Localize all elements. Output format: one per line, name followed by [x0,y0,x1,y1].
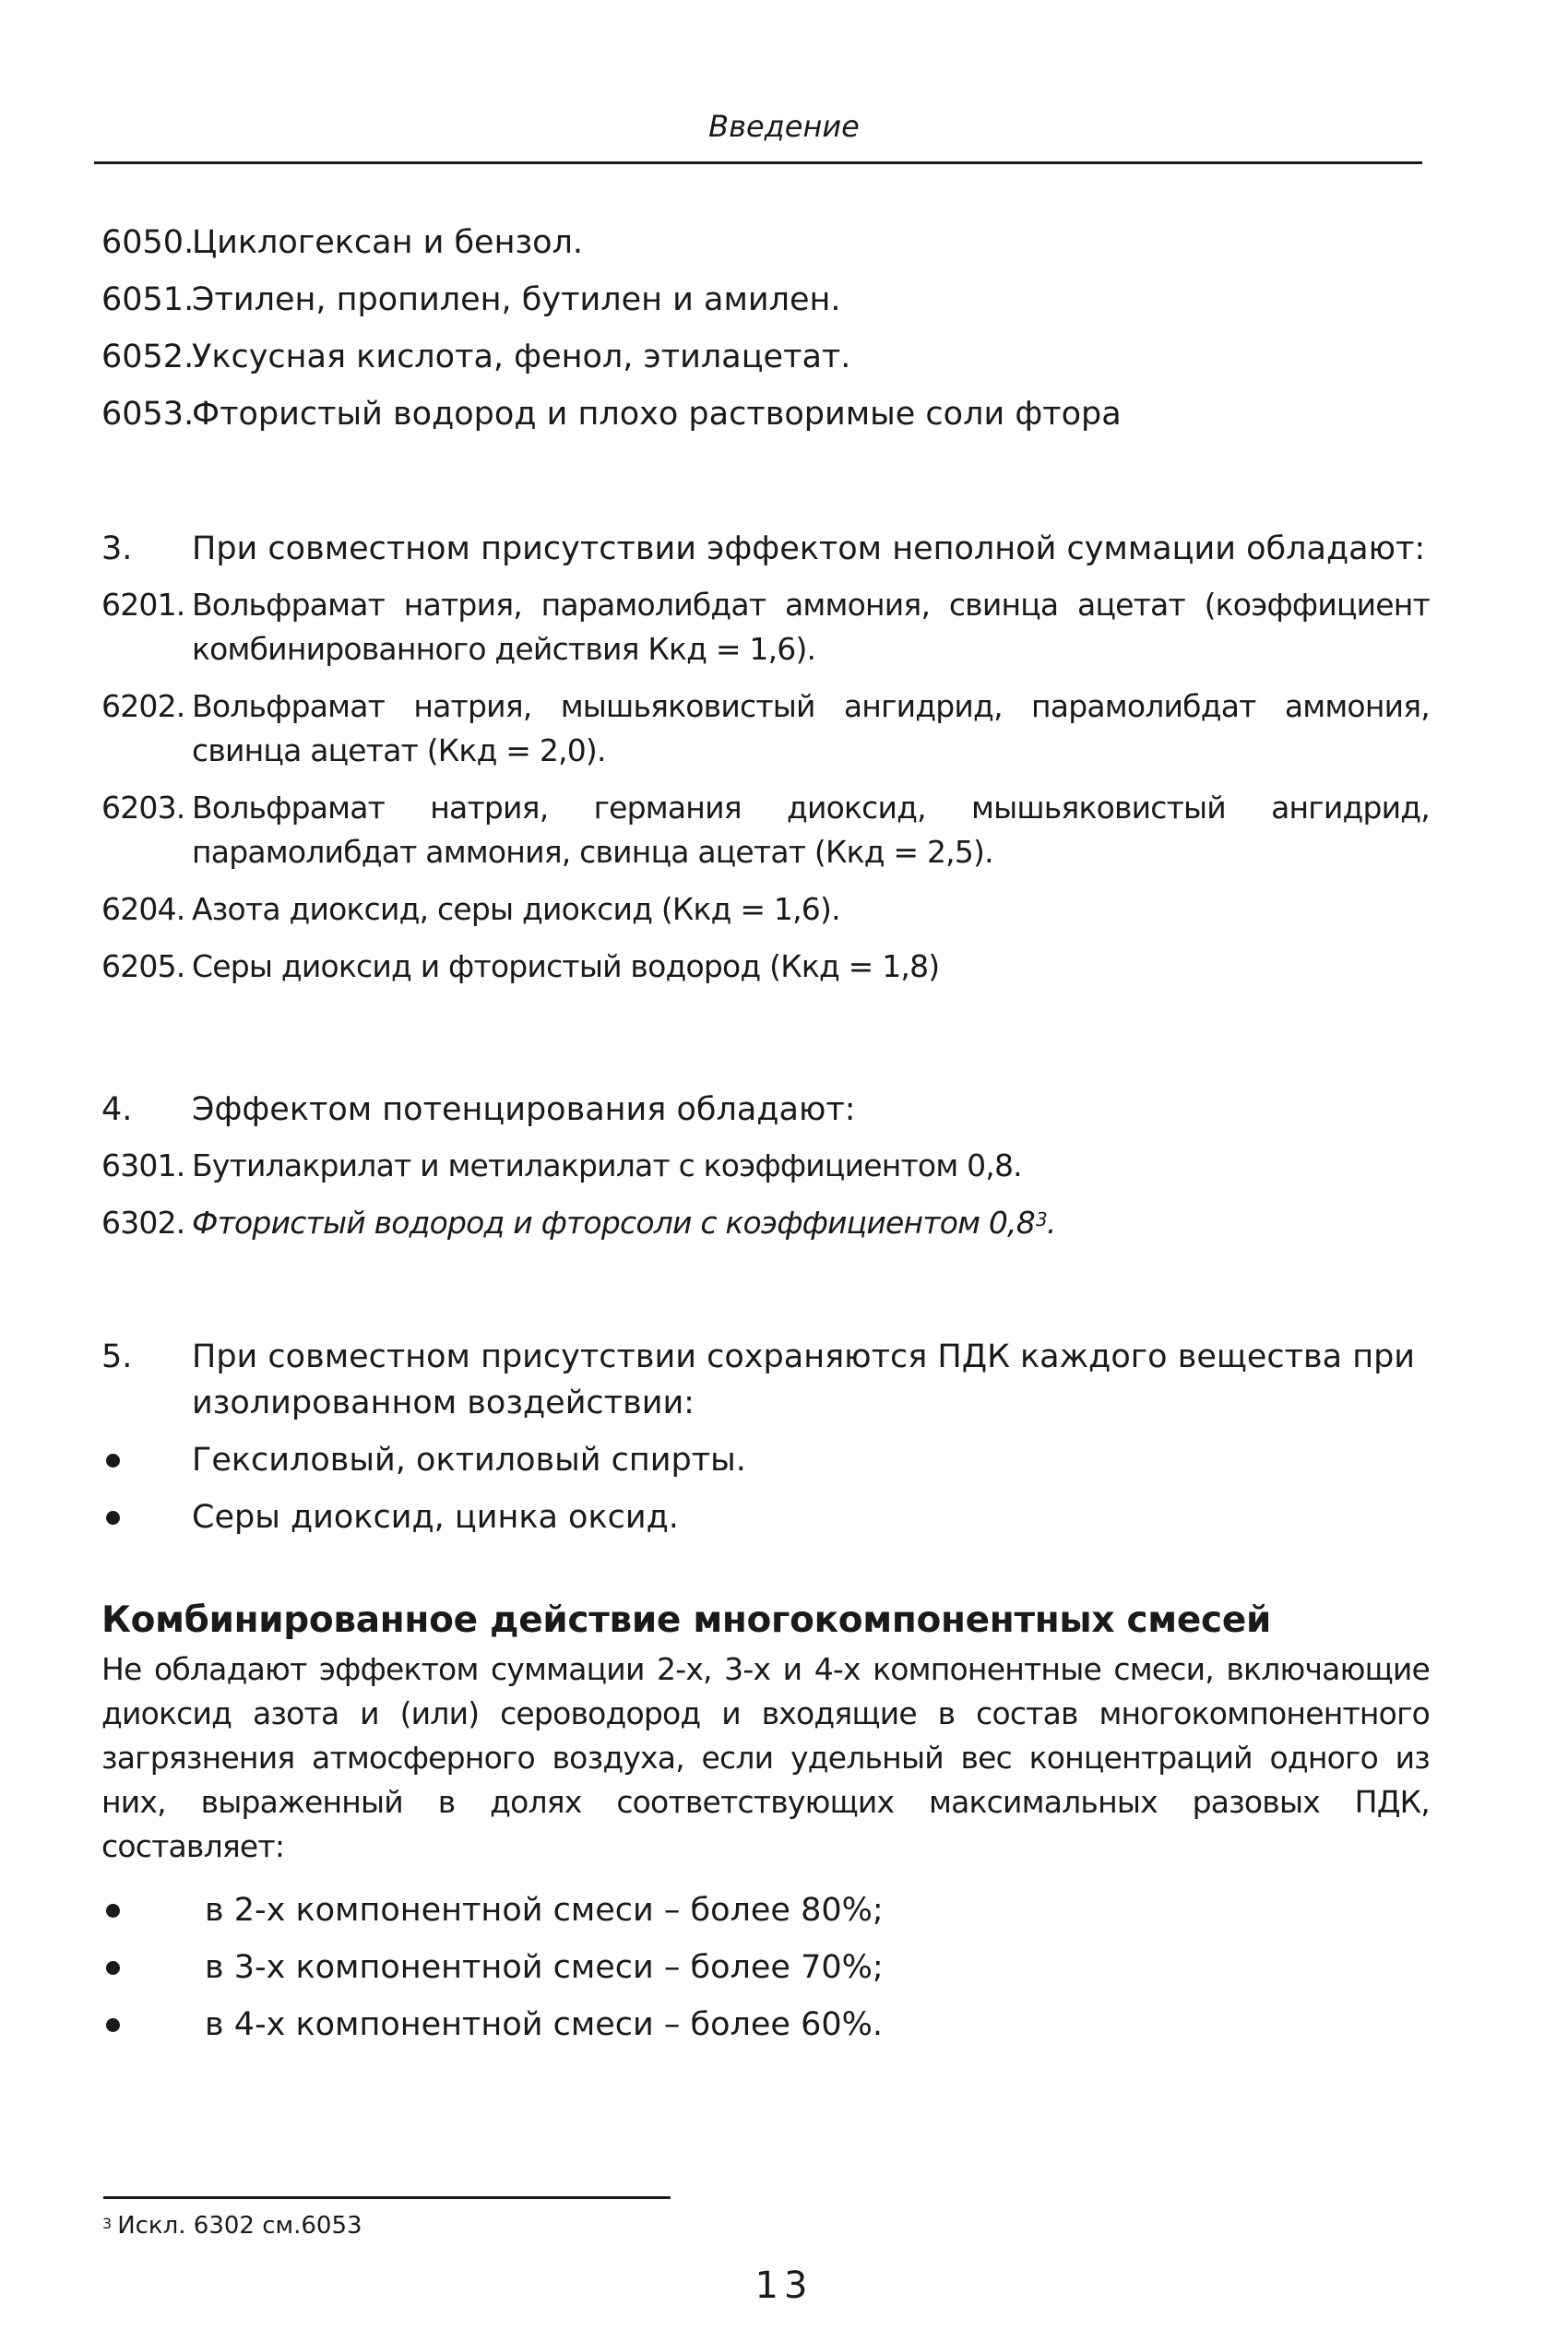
item-text: Вольфрамат натрия, германия диоксид, мышьяковистый ангидрид, парамолибдат аммония, свинца ацетат (Ккд = 2,5). [192,790,1430,870]
header-rule [94,161,1422,164]
footnote-mark: 3 [102,2215,113,2232]
bullet-text: Серы диоксид, цинка оксид. [192,1499,679,1536]
item-number: 6205. [101,948,185,984]
bullet-item [101,1887,1430,1933]
group-heading-text: При совместном присутствии эффектом неполной суммации обладают: [192,530,1426,567]
bullet-text: в 2-х компонентной смеси – более 80%; [205,1892,884,1929]
item-number: 6052. [101,339,195,375]
list-item [101,786,1430,874]
list-item [101,1144,1430,1188]
list-item [101,391,1430,437]
group-heading [101,526,1430,572]
item-number: 6053. [101,396,195,433]
item-text: Бутилакрилат и метилакрилат с коэффициентом 0,8. [192,1147,1022,1183]
bullet-item [101,1437,1430,1483]
page-number: 13 [754,2265,814,2307]
bullet-icon [106,2018,120,2032]
item-text: Фтористый водород и плохо растворимые соли фтора [192,396,1122,433]
section-title: Комбинированное действие многокомпонентных смесей [101,1599,1272,1641]
item-text-tail: . [1046,1205,1056,1241]
list-item [101,945,1430,989]
item-text: Серы диоксид и фтористый водород (Ккд = 1,8) [192,948,940,984]
footnote-ref: 3 [1035,1208,1047,1230]
group-heading [101,1334,1430,1426]
bullet-text: Гексиловый, октиловый спирты. [192,1442,746,1479]
list-a [101,220,1430,437]
footnote [101,2210,362,2241]
item-text [192,1201,1430,1245]
item-number: 6204. [101,891,185,927]
section-combined-action [101,1596,1430,2048]
list-item [101,887,1430,932]
bullet-icon [106,1961,120,1975]
item-text: Этилен, пропилен, бутилен и амилен. [192,281,841,318]
list-item [101,277,1430,323]
item-number: 6203. [101,790,185,826]
list-item [101,583,1430,672]
item-text-main: Фтористый водород и фторсоли с коэффициентом 0,8 [192,1205,1035,1241]
footnote-text: Искл. 6302 см.6053 [117,2212,362,2240]
bullet-text: в 4-х компонентной смеси – более 60%. [205,2006,883,2043]
item-number: 6302. [101,1205,185,1241]
list-item [101,1201,1430,1245]
bullet-item [101,2002,1430,2048]
list-item [101,684,1430,773]
group-number: 4. [101,1091,133,1128]
bullet-icon [106,1904,120,1918]
group-number: 5. [101,1338,133,1375]
item-number: 6301. [101,1147,185,1183]
item-number: 6202. [101,688,185,724]
group-heading-text: Эффектом потенцирования обладают: [192,1091,856,1128]
section-paragraph: Не обладают эффектом суммации 2-х, 3-х и 4-х компонентные смеси, включающие диоксид азота и (или) сероводород и входящие в состав многокомпонентного загрязнения атмосферного воздуха, если удельный вес концентраций одного из них, выраженный в долях соответствующих максимальных разовых ПДК, составляет: [101,1651,1430,1864]
list-item [101,220,1430,266]
item-text: Уксусная кислота, фенол, этилацетат. [192,339,851,375]
running-header: Введение [708,109,860,144]
group-heading [101,1087,1430,1133]
group-5 [101,1334,1430,1540]
bullet-icon [106,1511,120,1525]
group-3 [101,526,1430,989]
list-item [101,334,1430,380]
bullet-icon [106,1454,120,1468]
group-4 [101,1087,1430,1245]
item-number: 6051. [101,281,195,318]
item-text: Циклогексан и бензол. [192,224,583,261]
item-text: Вольфрамат натрия, парамолибдат аммония, свинца ацетат (коэффициент комбинированного действия Ккд = 1,6). [192,587,1430,667]
group-number: 3. [101,530,133,567]
item-text: Вольфрамат натрия, мышьяковистый ангидрид, парамолибдат аммония, свинца ацетат (Ккд = 2,0). [192,688,1430,768]
bullet-item [101,1494,1430,1540]
footnote-rule [103,2196,671,2199]
item-number: 6050. [101,224,195,261]
group-heading-text: При совместном присутствии сохраняются ПДК каждого вещества при изолированном воздействии: [192,1338,1416,1421]
item-number: 6201. [101,587,185,623]
bullet-text: в 3-х компонентной смеси – более 70%; [205,1949,884,1986]
item-text: Азота диоксид, серы диоксид (Ккд = 1,6). [192,891,840,927]
bullet-item [101,1944,1430,1991]
